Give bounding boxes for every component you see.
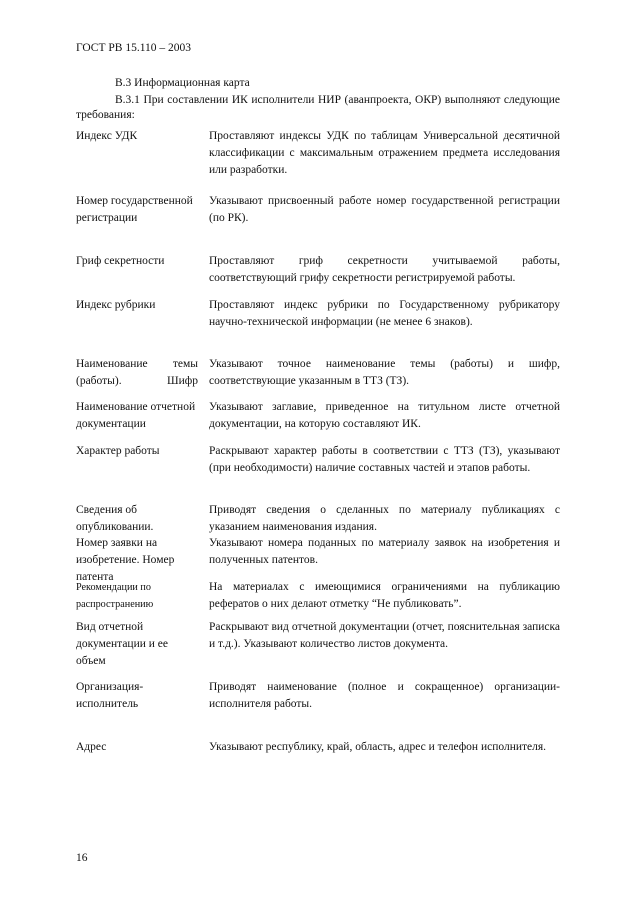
page-number: 16 [76,852,88,864]
row-description: Указывают присвоенный работе номер государственной регистрации (по РК). [209,195,560,224]
row-label: Организация-исполнитель [76,681,144,710]
row-description: Приводят наименование (полное и сокращенное) организации-исполнителя работы. [209,681,560,710]
row-description: На материалах с имеющимися ограничениями на публикацию рефератов о них делают отметку “Не публиковать”. [209,581,560,610]
row-description: Указывают точное наименование темы (работы) и шифр, соответствующие указанным в ТТЗ (ТЗ). [209,358,560,387]
row-label: Сведения об опубликовании. [76,504,154,533]
row-description: Проставляют гриф секретности учитываемой работы, соответствующий грифу секретности регистрируемой работы. [209,255,560,284]
row-label: Наименование темы (работы). Шифр [76,358,198,387]
row-label: Характер работы [76,445,160,457]
row-description: Раскрывают характер работы в соответствии с ТТЗ (ТЗ), указывают (при необходимости) наличие составных частей и этапов работы. [209,445,560,474]
row-label: Индекс УДК [76,130,138,142]
intro-paragraph: В.3.1 При составлении ИК исполнители НИР (аванпроекта, ОКР) выполняют следующие требования: [76,94,560,121]
row-label: Номер государственной регистрации [76,195,193,224]
row-description: Указывают республику, край, область, адрес и телефон исполнителя. [209,741,547,753]
row-label: Наименование отчетной документации [76,401,196,430]
row-label: Индекс рубрики [76,299,156,311]
row-description: Приводят сведения о сделанных по материалу публикациях с указанием наименования издания. [209,504,560,533]
row-description: Проставляют индексы УДК по таблицам Универсальной десятичной классификации с максимальным отражением предмета исследования или разработки. [209,130,560,176]
row-description: Проставляют индекс рубрики по Государственному рубрикатору научно-технической информации (не менее 6 знаков). [209,299,560,328]
document-header: ГОСТ РВ 15.110 – 2003 [76,42,192,54]
row-description: Раскрывают вид отчетной документации (отчет, пояснительная записка и т.д.). Указывают количество листов документа. [209,621,560,650]
section-title: В.3 Информационная карта [115,77,250,89]
row-description: Указывают заглавие, приведенное на титульном листе отчетной документации, на которую составляют ИК. [209,401,560,430]
row-label: Номер заявки на изобретение. Номер патента [76,537,175,583]
row-label: Вид отчетной документации и ее объем [76,621,169,667]
row-label: Рекомендации по распространению [76,582,154,610]
row-label: Гриф секретности [76,255,165,267]
row-label: Адрес [76,741,107,753]
row-description: Указывают номера поданных по материалу заявок на изобретения и полученных патентов. [209,537,560,566]
